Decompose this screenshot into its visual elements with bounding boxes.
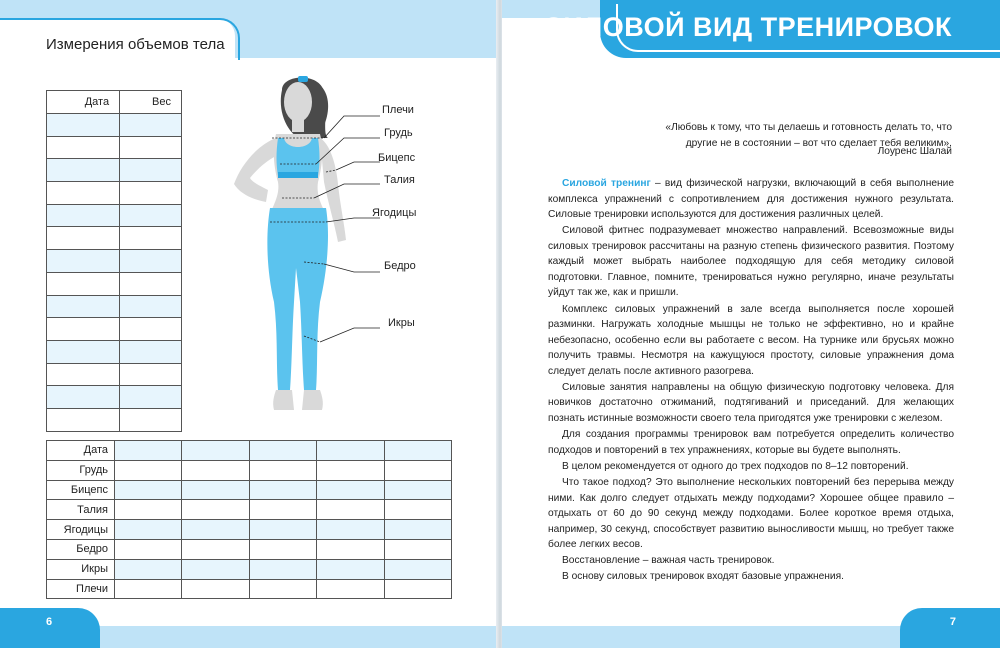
- measurement-value-cell[interactable]: [249, 500, 316, 520]
- weight-date-cell[interactable]: [47, 250, 120, 273]
- weight-value-cell[interactable]: [120, 272, 182, 295]
- weight-table-row: [47, 182, 182, 205]
- measurement-table-row: [47, 520, 452, 540]
- weight-table-row: [47, 227, 182, 250]
- measurement-row-label: Икры: [47, 559, 115, 579]
- measurement-value-cell[interactable]: [384, 480, 451, 500]
- right-footer-tab: [900, 608, 1000, 648]
- measurement-table-row: [47, 539, 452, 559]
- head-shape: [284, 82, 312, 122]
- figure-label-chest: Грудь: [384, 127, 413, 139]
- weight-value-cell[interactable]: [120, 136, 182, 159]
- measurement-value-cell[interactable]: [115, 480, 182, 500]
- weight-table-row: [47, 386, 182, 409]
- weight-date-cell[interactable]: [47, 408, 120, 431]
- measurement-value-cell[interactable]: [182, 500, 249, 520]
- paragraph-1: [548, 176, 954, 223]
- weight-date-cell[interactable]: [47, 386, 120, 409]
- measurement-row-label: Талия: [47, 500, 115, 520]
- measurement-value-cell[interactable]: [115, 539, 182, 559]
- weight-value-cell[interactable]: [120, 318, 182, 341]
- measurement-value-cell[interactable]: [249, 579, 316, 599]
- weight-value-cell[interactable]: [120, 295, 182, 318]
- measurement-value-cell[interactable]: [317, 559, 384, 579]
- paragraph-8: Восстановление – важная часть тренировок.: [562, 555, 775, 567]
- weight-date-cell[interactable]: [47, 272, 120, 295]
- weight-table-row: [47, 340, 182, 363]
- figure-label-calves: Икры: [388, 317, 415, 329]
- weight-table-row: [47, 159, 182, 182]
- measurement-table-row: [47, 480, 452, 500]
- measurement-value-cell[interactable]: [317, 520, 384, 540]
- hair-tie: [298, 76, 308, 82]
- measurement-row-label: Бедро: [47, 539, 115, 559]
- paragraph-3: Комплекс силовых упражнений в зале всегда выполняется после хорошей разминки. Нагружать холодные мышцы не только не эффективно, но и крайне небезопасно, особенно если вы работаете с весом. На турнике или брусьях можно получить травмы. Несмотря на кажущуюся простоту, силовые упражнения дома следует делать после активного разогрева.: [548, 303, 954, 377]
- weight-value-cell[interactable]: [120, 182, 182, 205]
- measurement-row-label: Грудь: [47, 460, 115, 480]
- measurement-value-cell[interactable]: [115, 579, 182, 599]
- measurement-value-cell[interactable]: [384, 520, 451, 540]
- left-shoe: [273, 390, 294, 410]
- right-page-number: 7: [949, 616, 956, 628]
- paragraph-9: В основу силовых тренировок входят базовые упражнения.: [562, 571, 844, 583]
- measurement-value-cell[interactable]: [115, 500, 182, 520]
- measurement-value-cell[interactable]: [182, 460, 249, 480]
- measurement-value-cell[interactable]: [115, 441, 182, 461]
- weight-value-cell[interactable]: [120, 204, 182, 227]
- measurement-value-cell[interactable]: [249, 520, 316, 540]
- figure-label-glutes: Ягодицы: [372, 207, 417, 219]
- weight-value-cell[interactable]: [120, 159, 182, 182]
- paragraph-2: Силовой фитнес подразумевает множество направлений. Всевозможные виды силовых тренировок рассчитаны на разную степень физического развития. Поэтому каждый может выбрать наиболее подходящую для себя методику силовой подготовки. Главное, помните, тренироваться нужно регулярно, иначе результаты уйдут так же, как и пришли.: [548, 225, 954, 299]
- left-footer-tab: [0, 608, 100, 648]
- neck-shape: [292, 118, 304, 132]
- left-page: [0, 0, 498, 648]
- weight-date-cell[interactable]: [47, 114, 120, 137]
- measurement-value-cell[interactable]: [317, 500, 384, 520]
- weight-table: [46, 90, 182, 432]
- left-page-title: Измерения объемов тела: [46, 36, 225, 53]
- measurement-value-cell[interactable]: [317, 460, 384, 480]
- epigraph-quote: «Любовь к тому, что ты делаешь и готовность делать то, что другие не в состоянии – вот что сделает тебя великим».: [665, 122, 952, 149]
- measurement-value-cell[interactable]: [182, 579, 249, 599]
- weight-table-row: [47, 363, 182, 386]
- figure-label-shoulders: Плечи: [382, 104, 414, 116]
- weight-table-header-date: Дата: [47, 91, 120, 114]
- measurement-table-body: [47, 441, 452, 599]
- top-band: [278, 172, 318, 178]
- measurement-value-cell[interactable]: [317, 441, 384, 461]
- left-page-number: 6: [46, 616, 53, 628]
- measurement-value-cell[interactable]: [115, 520, 182, 540]
- measurement-table-row: [47, 441, 452, 461]
- weight-table-body: [47, 114, 182, 432]
- measurement-value-cell[interactable]: [115, 559, 182, 579]
- measurement-value-cell[interactable]: [249, 460, 316, 480]
- measurement-value-cell[interactable]: [317, 579, 384, 599]
- measurement-value-cell[interactable]: [182, 559, 249, 579]
- weight-value-cell[interactable]: [120, 386, 182, 409]
- weight-table-row: [47, 295, 182, 318]
- weight-value-cell[interactable]: [120, 363, 182, 386]
- paragraph-7: Что такое подход? Это выполнение нескольких повторений без перерыва между ними. Как долго следует отдыхать между подходами? Хорошее общее правило – отдыхать от 60 до 90 секунд между подходами. Более короткое время отдыха, например, 30 секунд, способствует развитию выносливости мышц, но требует также более легких весов.: [548, 476, 954, 551]
- weight-table-row: [47, 408, 182, 431]
- right-shoe: [302, 390, 323, 410]
- right-page-title: СИЛОВОЙ ВИД ТРЕНИРОВОК: [543, 12, 952, 42]
- figure-label-thigh: Бедро: [384, 260, 416, 272]
- measurement-value-cell[interactable]: [384, 559, 451, 579]
- measurement-value-cell[interactable]: [317, 539, 384, 559]
- figure-label-waist: Талия: [384, 174, 415, 186]
- weight-table-row: [47, 204, 182, 227]
- epigraph-author: Лоуренс Шалай: [877, 146, 952, 157]
- measurement-value-cell[interactable]: [317, 480, 384, 500]
- measurement-value-cell[interactable]: [182, 480, 249, 500]
- measurement-row-label: Дата: [47, 441, 115, 461]
- weight-date-cell[interactable]: [47, 159, 120, 182]
- weight-value-cell[interactable]: [120, 408, 182, 431]
- weight-date-cell[interactable]: [47, 340, 120, 363]
- paragraph-5: Для создания программы тренировок вам потребуется определить количество подходов и повторений в тех упражнениях, которые вы будете выполнять.: [548, 429, 954, 456]
- weight-table-row: [47, 272, 182, 295]
- measurement-value-cell[interactable]: [384, 460, 451, 480]
- measurement-value-cell[interactable]: [249, 559, 316, 579]
- weight-date-cell[interactable]: [47, 136, 120, 159]
- measurement-value-cell[interactable]: [249, 480, 316, 500]
- measurement-row-label: Плечи: [47, 579, 115, 599]
- paragraph-6: В целом рекомендуется от одного до трех подходов по 8–12 повторений.: [562, 460, 909, 472]
- leggings-shape: [267, 208, 328, 390]
- weight-table-header-weight: Вес: [120, 91, 182, 114]
- lead-term: Силовой тренинг: [562, 178, 651, 189]
- measurement-value-cell[interactable]: [384, 539, 451, 559]
- body-figure: [224, 72, 424, 422]
- weight-date-cell[interactable]: [47, 182, 120, 205]
- measurement-value-cell[interactable]: [384, 500, 451, 520]
- measurement-value-cell[interactable]: [182, 539, 249, 559]
- article-body: [548, 176, 954, 586]
- weight-date-cell[interactable]: [47, 204, 120, 227]
- figure-label-biceps: Бицепс: [378, 152, 416, 164]
- measurement-value-cell[interactable]: [249, 539, 316, 559]
- measurement-value-cell[interactable]: [182, 441, 249, 461]
- measurement-value-cell[interactable]: [249, 441, 316, 461]
- measurement-table-row: [47, 559, 452, 579]
- left-arm: [234, 138, 276, 202]
- weight-value-cell[interactable]: [120, 114, 182, 137]
- measurement-row-label: Бицепс: [47, 480, 115, 500]
- paragraph-1-text: – вид физической нагрузки, включающий в себя выполнение комплекса упражнений с сопротивлением для достижения нужного результата. Силовые тренировки используются для достижения различных целей.: [548, 178, 954, 221]
- measurement-table: [46, 440, 452, 599]
- weight-date-cell[interactable]: [47, 227, 120, 250]
- weight-date-cell[interactable]: [47, 318, 120, 341]
- weight-value-cell[interactable]: [120, 340, 182, 363]
- measurement-value-cell[interactable]: [384, 441, 451, 461]
- weight-table-row: [47, 114, 182, 137]
- measurement-value-cell[interactable]: [115, 460, 182, 480]
- weight-table-row: [47, 136, 182, 159]
- measurement-table-row: [47, 579, 452, 599]
- measurement-value-cell[interactable]: [182, 520, 249, 540]
- measurement-row-label: Ягодицы: [47, 520, 115, 540]
- weight-table-row: [47, 318, 182, 341]
- paragraph-4: Силовые занятия направлены на общую физическую подготовку человека. Для новичков достаточно отжиманий, подтягиваний и приседаний. Для желающих познать истинные возможности своего тела пригодятся уже тренировки с железом.: [548, 381, 954, 424]
- weight-date-cell[interactable]: [47, 295, 120, 318]
- weight-table-row: [47, 250, 182, 273]
- measurement-table-row: [47, 460, 452, 480]
- measurement-value-cell[interactable]: [384, 579, 451, 599]
- weight-date-cell[interactable]: [47, 363, 120, 386]
- measurement-table-row: [47, 500, 452, 520]
- weight-value-cell[interactable]: [120, 250, 182, 273]
- weight-value-cell[interactable]: [120, 227, 182, 250]
